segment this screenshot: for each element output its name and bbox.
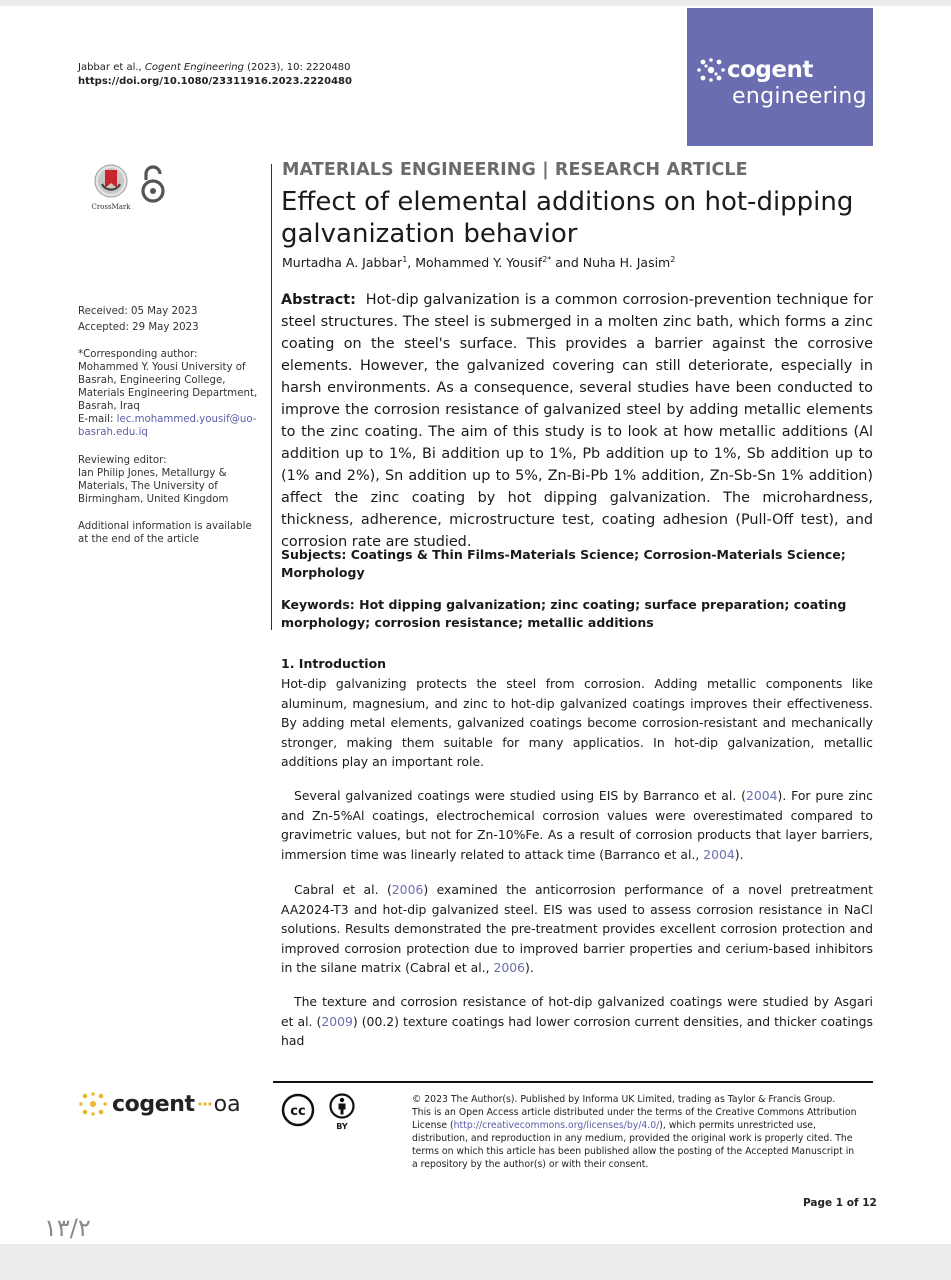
oa-word-oa: oa: [213, 1091, 241, 1117]
doi-link[interactable]: https://doi.org/10.1080/23311916.2023.2220480: [78, 76, 352, 87]
abstract: [281, 289, 873, 553]
creative-commons-badge[interactable]: [281, 1093, 355, 1131]
page-number: Page 1 of 12: [803, 1197, 877, 1209]
brand-word-cogent: cogent: [727, 57, 813, 83]
author-name: Nuha H. Jasim: [582, 255, 671, 271]
article-title: Effect of elemental additions on hot-dipping galvanization behavior: [281, 187, 854, 249]
by-badge: [329, 1093, 355, 1131]
open-access-badge: [140, 164, 166, 208]
received-date: Received: 05 May 2023: [78, 306, 198, 317]
cc-label: cc: [290, 1104, 306, 1119]
column-divider: [271, 164, 272, 630]
journal-name: Cogent Engineering: [144, 62, 244, 73]
cogent-oa-logo-icon: [78, 1091, 108, 1117]
journal-brand-box: [687, 8, 873, 146]
attribution-person-icon: [329, 1093, 355, 1119]
additional-info: Additional information is available at the end of the article: [78, 521, 252, 545]
abstract-text: Hot-dip galvanization is a common corrosion-prevention technique for steel structures. The steel is submerged in a molten zinc bath, which forms a zinc coating on the steel's surface. This provides a barrier against the corrosive elements. However, the galvanized covering can still deteriorate, especially in harsh environments. As a consequence, several studies have been conducted to improve the corrosion resistance of galvanized steel by adding metallic elements to the zinc coating. The aim of this study is to look at how metallic additions (Al addition up to 1%, Bi addition up to 1%, Pb addition up to 1%, Sb addition up to (1% and 2%), Sn addition up to 5%, Zn-Bi-Pb 1% addition, Zn-Sb-Sn 1% addition) affect the zinc coating by hot dipping galvanization. The microhardness, thickness, adherence, microstructure test, coating adhesion (Pull-Off test), and corrosion rate are studied.: [281, 292, 873, 550]
author-list: Murtadha A. Jabbar$^1$, Mohammed Y. Yousif$^{2*}$ and Nuha H. Jasim$^2$: [282, 255, 676, 271]
crossmark-icon: [94, 164, 128, 198]
intro-paragraph-3: Cabral et al. (2006) examined the anticorrosion performance of a novel pretreatment AA2024-T3 and hot-dip galvanized steel. EIS was used to assess corrosion resistance in NaCl solutions. Results demonstrated the pre-treatment provides excellent corrosion protection and improved corrosion protection due to improved barrier properties and cerium-based inhibitors in the silane matrix (Cabral et al., 2006).: [281, 882, 873, 976]
intro-paragraph-4: The texture and corrosion resistance of hot-dip galvanized coatings were studied by Asgari et al. (2009) (00.2) texture coatings had lower corrosion current densities, and thicker coatings had: [281, 994, 873, 1049]
header-citation: Jabbar et al., Cogent Engineering (2023), 10: 2220480 https://doi.org/10.1080/23311916.2023.2220480: [78, 62, 352, 87]
license-text: © 2023 The Author(s). Published by Informa UK Limited, trading as Taylor & Francis Group. This is an Open Access article distributed under the terms of the Creative Commons Attribution License (http://creativecommons.org/licenses/by/4.0/), which permits unrestricted use, distribution, and reproduction in any medium, provided the original work is properly cited. The terms on which this article has been published allow the posting of the Accepted Manuscript in a repository by the author(s) or with their consent.: [412, 1094, 857, 1170]
citation-link[interactable]: 2006: [493, 960, 526, 976]
cogent-logo-icon: [695, 56, 727, 84]
subjects: Subjects: Coatings & Thin Films-Materials Science; Corrosion-Materials Science; Morphology: [281, 547, 846, 580]
article-category: MATERIALS ENGINEERING | RESEARCH ARTICLE: [282, 160, 748, 180]
accepted-date: Accepted: 29 May 2023: [78, 322, 199, 333]
by-label: BY: [336, 1122, 348, 1131]
footer-rule: [273, 1081, 873, 1083]
dots-icon: [198, 1100, 212, 1108]
article-page: [0, 6, 951, 1244]
keywords: Keywords: Hot dipping galvanization; zinc coating; surface preparation; coating morphology; corrosion resistance; metallic additions: [281, 597, 847, 630]
reviewing-editor: Reviewing editor: Ian Philip Jones, Metallurgy & Materials, The University of Birmingham, United Kingdom: [78, 455, 229, 505]
section-heading: 1. Introduction: [281, 656, 387, 671]
author-email: E-mail: lec.mohammed.yousif@uo-basrah.edu.iq: [78, 414, 257, 438]
corresponding-author: *Corresponding author: Mohammed Y. Yousi University of Basrah, Engineering College, Materials Engineering Department, Basrah, Iraq E-mail: lec.mohammed.yousif@uo-basrah.edu.iq: [78, 349, 258, 438]
crossmark-label: CrossMark: [91, 203, 131, 211]
abstract-label: Abstract:: [281, 292, 356, 308]
intro-paragraph-2: Several galvanized coatings were studied using EIS by Barranco et al. (2004). For pure zinc and Zn-5%Al coatings, electrochemical corrosion values were overestimated compared to gravimetric values, but not for Zn-10%Fe. As a result of corrosion products that layer barriers, immersion time was linearly related to attack time (Barranco et al., 2004).: [281, 788, 873, 862]
author-name: Murtadha A. Jabbar: [282, 255, 403, 271]
cc-icon: [281, 1093, 315, 1127]
author-name: Mohammed Y. Yousif: [415, 255, 543, 271]
email-link[interactable]: lec.mohammed.yousif@uo-basrah.edu.iq: [78, 414, 257, 438]
open-access-icon: [140, 164, 166, 204]
citation-link[interactable]: 2004: [703, 846, 735, 862]
intro-paragraph-1: Hot-dip galvanizing protects the steel from corrosion. Adding metallic components like aluminum, magnesium, and zinc to hot-dip galvanized coatings improves their effectiveness. By adding metal elements, galvanized coatings become corrosion-resistant and mechanically stronger, making them suitable for many applicatios. In hot-dip galvanization, metallic additions play an important role.: [281, 676, 873, 770]
citation-link[interactable]: 2009: [321, 1013, 353, 1029]
brand-word-engineering: engineering: [732, 84, 867, 109]
license-url-link[interactable]: http://creativecommons.org/licenses/by/4.0/: [453, 1120, 660, 1131]
citation-link[interactable]: 2004: [745, 788, 778, 803]
citation-link[interactable]: 2006: [391, 882, 424, 897]
crossmark-badge[interactable]: [90, 164, 132, 211]
oa-word-cogent: cogent: [112, 1091, 195, 1117]
cogent-oa-logo: [78, 1091, 241, 1117]
handwritten-page-number: ١٣/٢: [44, 1214, 91, 1242]
